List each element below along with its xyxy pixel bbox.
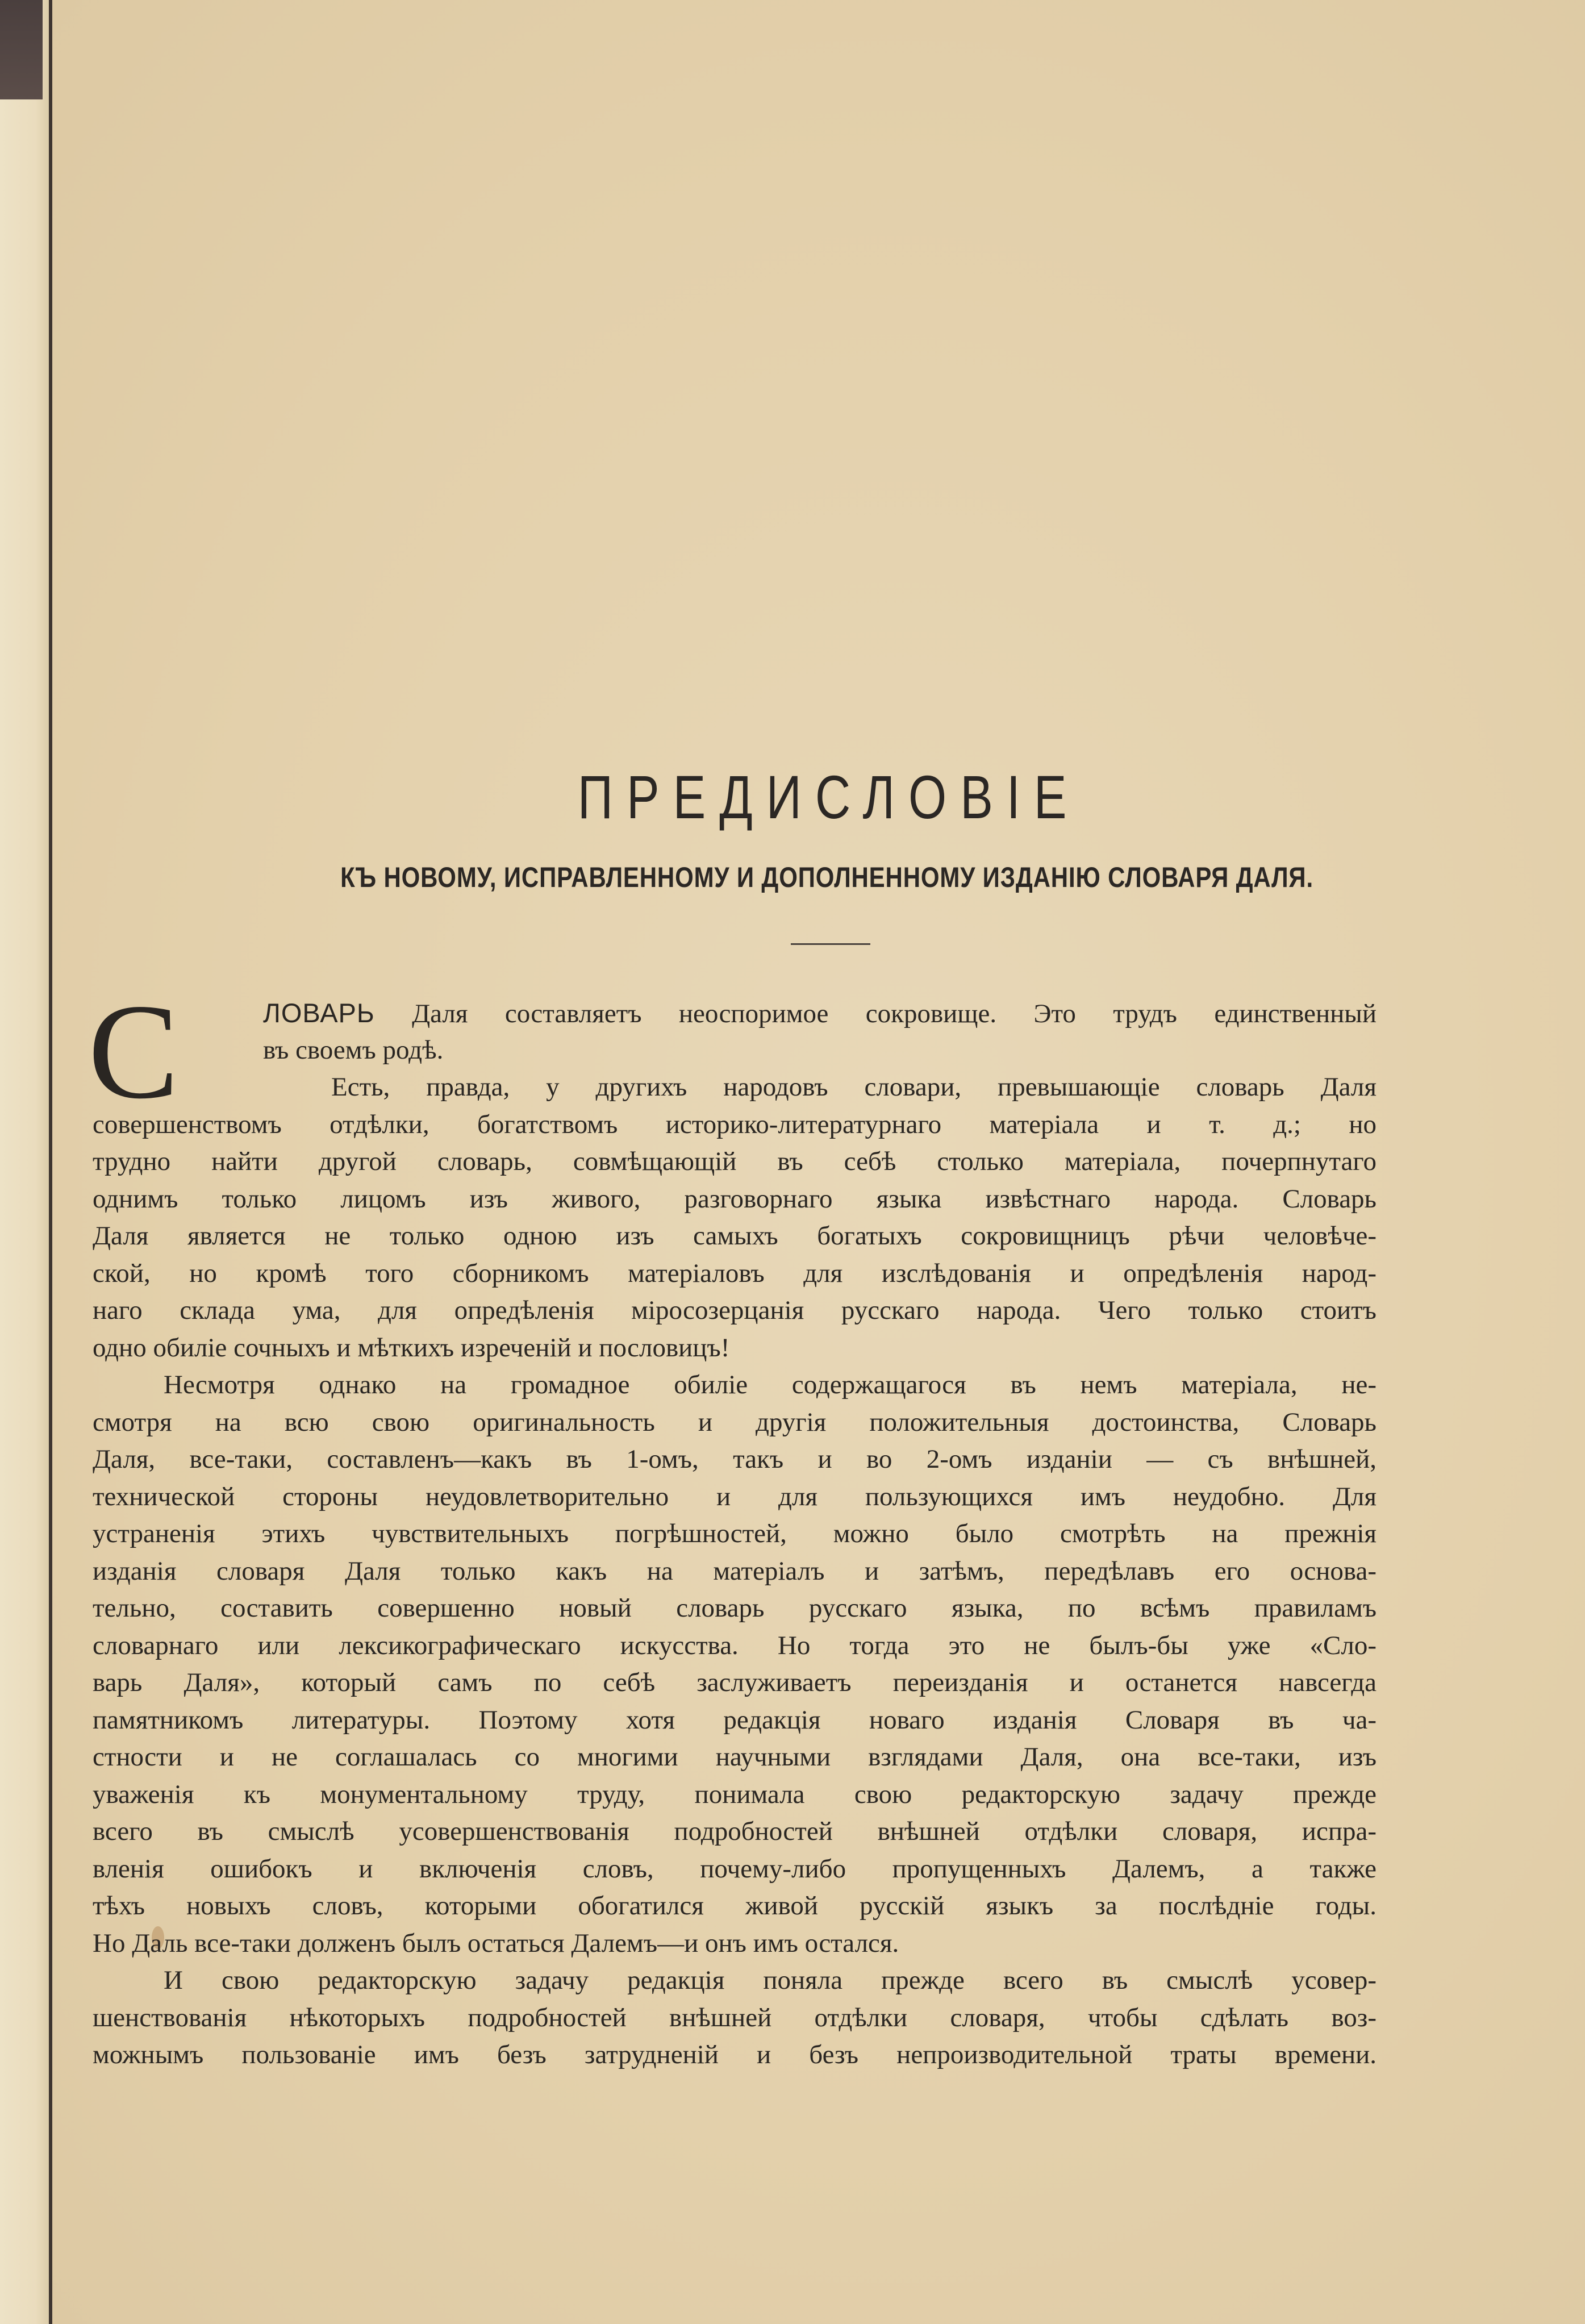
drop-cap-word: ЛОВАРЬ [263, 998, 375, 1028]
text-line: И свою редакторскую задачу редакція поняла прежде всего въ смыслѣ усовер- [164, 1965, 1377, 1995]
text-line: уваженія къ монументальному труду, понимала свою редакторскую задачу прежде [93, 1779, 1377, 1809]
text-line: можнымъ пользованіе имъ безъ затрудненій и безъ непроизводительной траты времени. [93, 2040, 1377, 2069]
page-title: ПРЕДИСЛОВІЕ [577, 763, 1081, 831]
text-line: вленія ошибокъ и включенія словъ, почему-либо пропущенныхъ Далемъ, а также [93, 1854, 1377, 1884]
text-line: устраненія этихъ чувствительныхъ погрѣшностей, можно было смотрѣть на прежнія [93, 1519, 1377, 1548]
text-line: однимъ только лицомъ изъ живого, разговорнаго языка извѣстнаго народа. Словарь [93, 1184, 1377, 1214]
text-line: ЛОВАРЬ Даля составляетъ неоспоримое сокровище. Это трудъ единственный [263, 998, 1377, 1028]
text-line: словарнаго или лексикографическаго искусства. Но тогда это не былъ-бы уже «Сло- [93, 1630, 1377, 1660]
text-line: памятникомъ литературы. Поэтому хотя редакція новаго изданія Словаря въ ча- [93, 1705, 1377, 1735]
page-subtitle: КЪ НОВОМУ, ИСПРАВЛЕННОМУ И ДОПОЛНЕННОМУ ИЗДАНІЮ СЛОВАРЯ ДАЛЯ. [340, 861, 1313, 893]
text-line: Но Даль все-таки долженъ былъ остаться Далемъ—и онъ имъ остался. [93, 1928, 899, 1958]
text-line: Даля является не только одною изъ самыхъ богатыхъ сокровищницъ рѣчи человѣче- [93, 1221, 1377, 1251]
text-line: стности и не соглашалась со многими научными взглядами Даля, она все-таки, изъ [93, 1742, 1377, 1772]
text-line: технической стороны неудовлетворительно и для пользующихся имъ неудобно. Для [93, 1481, 1377, 1511]
text-line: Даля, все-таки, составленъ—какъ въ 1-омъ, такъ и во 2-омъ изданіи — съ внѣшней, [93, 1444, 1377, 1474]
text-line: тѣхъ новыхъ словъ, которыми обогатился живой русскій языкъ за послѣдніе годы. [93, 1891, 1377, 1921]
text-line: трудно найти другой словарь, совмѣщающій въ себѣ столько матеріала, почерпнутаго [93, 1147, 1377, 1176]
text-line: шенствованія нѣкоторыхъ подробностей внѣшней отдѣлки словаря, чтобы сдѣлать воз- [93, 2002, 1377, 2033]
text-line: всего въ смыслѣ усовершенствованія подробностей внѣшней отдѣлки словаря, испра- [93, 1817, 1377, 1846]
adjacent-page-edge [0, 0, 51, 2324]
text-line: тельно, составить совершенно новый словарь русскаго языка, по всѣмъ правиламъ [93, 1593, 1377, 1623]
text-line: смотря на всю свою оригинальность и другія положительныя достоинства, Словарь [93, 1407, 1377, 1437]
text-line: одно обиліе сочныхъ и мѣткихъ изреченій и пословицъ! [93, 1332, 730, 1363]
text-line: изданія словаря Даля только какъ на матеріалъ и затѣмъ, передѣлавъ его основа- [93, 1556, 1377, 1586]
text-line: наго склада ума, для опредѣленія міросозерцанія русскаго народа. Чего только стоитъ [93, 1296, 1377, 1325]
book-cover-corner [0, 0, 43, 99]
text-line: Несмотря однако на громадное обиліе содержащагося въ немъ матеріала, не- [164, 1370, 1377, 1400]
title-divider [791, 943, 870, 945]
text-line: варь Даля», который самъ по себѣ заслуживаетъ переизданія и останется навсегда [93, 1668, 1377, 1697]
text-line: совершенствомъ отдѣлки, богатствомъ историко-литературнаго матеріала и т. д.; но [93, 1109, 1377, 1139]
text-line: въ своемъ родѣ. [263, 1035, 444, 1065]
text-line: Есть, правда, у другихъ народовъ словари, превышающіе словарь Даля [331, 1072, 1377, 1102]
preface-body [93, 994, 1377, 2074]
text-line: ской, но кромѣ того сборникомъ матеріаловъ для изслѣдованія и опредѣленія народ- [93, 1258, 1377, 1288]
drop-cap-letter: С [88, 976, 180, 1127]
